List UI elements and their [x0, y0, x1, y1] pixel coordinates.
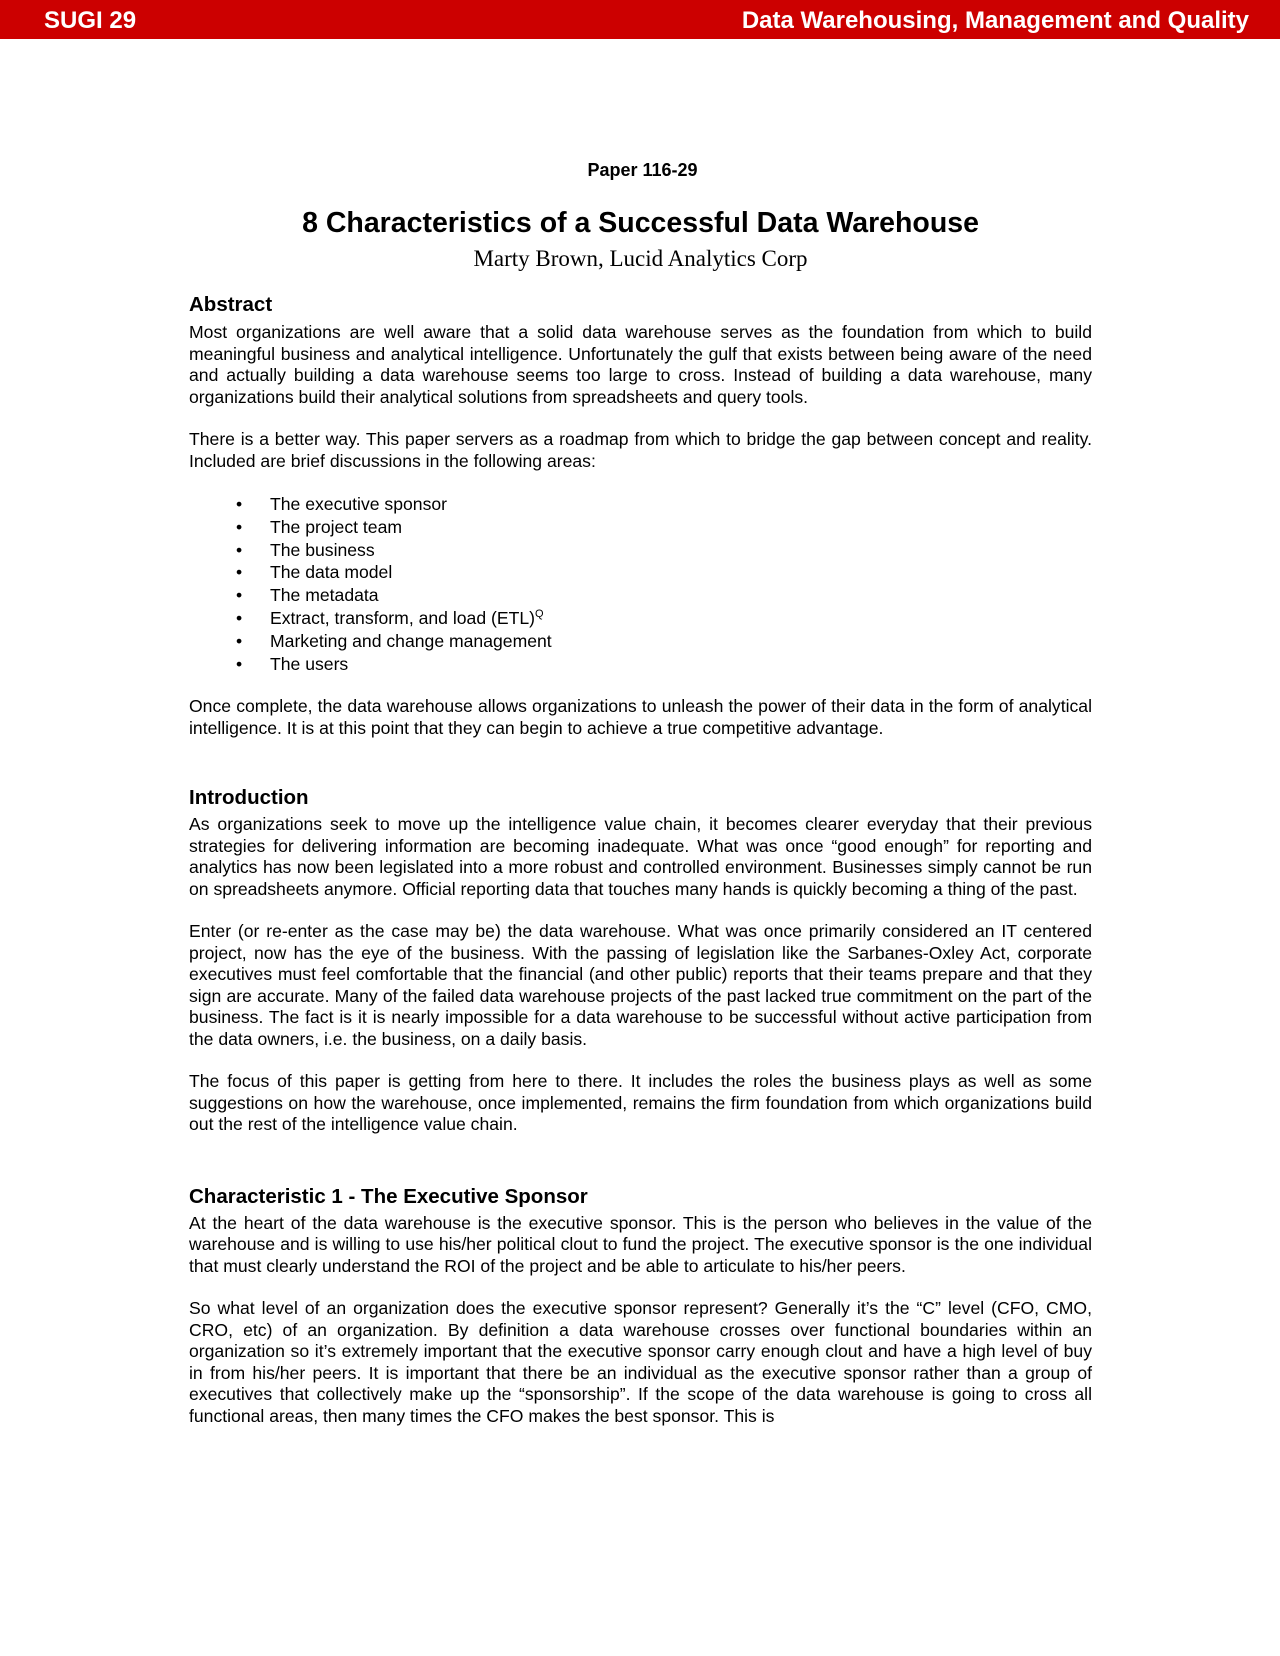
- bullet: •: [236, 494, 243, 514]
- introduction-paragraph-3: The focus of this paper is getting from here to there. It includes the roles the business plays as well as some suggestions on how the warehouse, once implemented, remains the firm foundation from which organizations build out the rest of the intelligence value chain.: [189, 1071, 1092, 1135]
- page-content: [189, 160, 1092, 1427]
- bullet: •: [236, 607, 243, 628]
- characteristic-1-paragraph-2: So what level of an organization does the executive sponsor represent? Generally it’s the “C” level (CFO, CMO, CRO, etc) of an organization. By definition a data warehouse crosses over functional boundaries within an organization so it’s extremely important that the executive sponsor carry enough clout and have a high level of buy in from his/her peers. It is important that there be an individual as the executive sponsor rather than a group of executives that collectively make up the “sponsorship”. If the scope of the data warehouse is going to cross all functional areas, then many times the CFO makes the best sponsor. This is: [189, 1298, 1092, 1426]
- characteristic-1-section: [189, 1184, 1092, 1428]
- introduction-paragraph-2: Enter (or re-enter as the case may be) the data warehouse. What was once primarily considered an IT centered project, now has the eye of the business. With the passing of legislation like the Sarbanes-Oxley Act, corporate executives must feel comfortable that the financial (and other public) reports that their teams prepare and that they sign are accurate. Many of the failed data warehouse projects of the past lacked true commitment on the part of the business. The fact is it is nearly impossible for a data warehouse to be successful without active participation from the data owners, i.e. the business, on a daily basis.: [189, 921, 1092, 1049]
- introduction-paragraph-1: As organizations seek to move up the intelligence value chain, it becomes clearer everyday that their previous strategies for delivering information are becoming inadequate. What was once “good enough” for reporting and analytics has now been legislated into a more robust and controlled environment. Businesses simply cannot be run on spreadsheets anymore. Official reporting data that touches many hands is quickly becoming a thing of the past.: [189, 814, 1092, 899]
- abstract-paragraph-2: There is a better way. This paper servers as a roadmap from which to bridge the gap between concept and reality. Included are brief discussions in the following areas:: [189, 429, 1092, 471]
- introduction-section: [189, 785, 1092, 1136]
- list-item: • The business: [236, 539, 375, 560]
- list-item: • Extract, transform, and load (ETL)$^Q$: [236, 607, 544, 628]
- paper-number: Paper 116-29: [587, 160, 698, 180]
- list-item: • The project team: [236, 516, 403, 537]
- bullet: •: [236, 562, 243, 583]
- section-label: Data Warehousing, Management and Quality: [741, 7, 1249, 34]
- header-bar: [0, 0, 1280, 39]
- characteristic-1-paragraph-1: At the heart of the data warehouse is the executive sponsor. This is the person who believes in the value of the warehouse and is willing to use his/her political clout to fund the project. The executive sponsor is the one individual that must clearly understand the ROI of the project and be able to articulate to his/her peers.: [189, 1212, 1092, 1276]
- list-item: • The executive sponsor: [236, 494, 448, 514]
- introduction-heading: Introduction: [189, 786, 309, 810]
- bullet: •: [236, 516, 243, 537]
- characteristic-1-heading: Characteristic 1 - The Executive Sponsor: [189, 1184, 588, 1208]
- abstract-section: [189, 292, 1092, 739]
- paper-title: 8 Characteristics of a Successful Data Warehouse: [302, 207, 979, 239]
- areas-list: [189, 493, 1092, 675]
- etl-superscript: Q: [534, 608, 544, 621]
- abstract-heading: Abstract: [189, 293, 273, 316]
- bullet: •: [236, 653, 243, 674]
- abstract-paragraph-3: Once complete, the data warehouse allows organizations to unleash the power of their data in the form of analytical intelligence. It is at this point that they can begin to achieve a true competitive advantage.: [189, 696, 1092, 738]
- list-item: • The metadata: [236, 585, 379, 606]
- bullet: •: [236, 585, 243, 606]
- list-item: • Marketing and change management: [236, 630, 552, 651]
- abstract-paragraph-1: Most organizations are well aware that a solid data warehouse serves as the foundation from which to build meaningful business and analytical intelligence. Unfortunately the gulf that exists between being aware of the need and actually building a data warehouse seems too large to cross. Instead of building a data warehouse, many organizations build their analytical solutions from spreadsheets and query tools.: [189, 322, 1092, 407]
- conference-label: SUGI 29: [44, 7, 137, 34]
- list-item: • The users: [236, 653, 349, 674]
- list-item: • The data model: [236, 562, 393, 583]
- bullet: •: [236, 539, 243, 560]
- bullet: •: [236, 630, 243, 651]
- author-line: Marty Brown, Lucid Analytics Corp: [473, 246, 808, 271]
